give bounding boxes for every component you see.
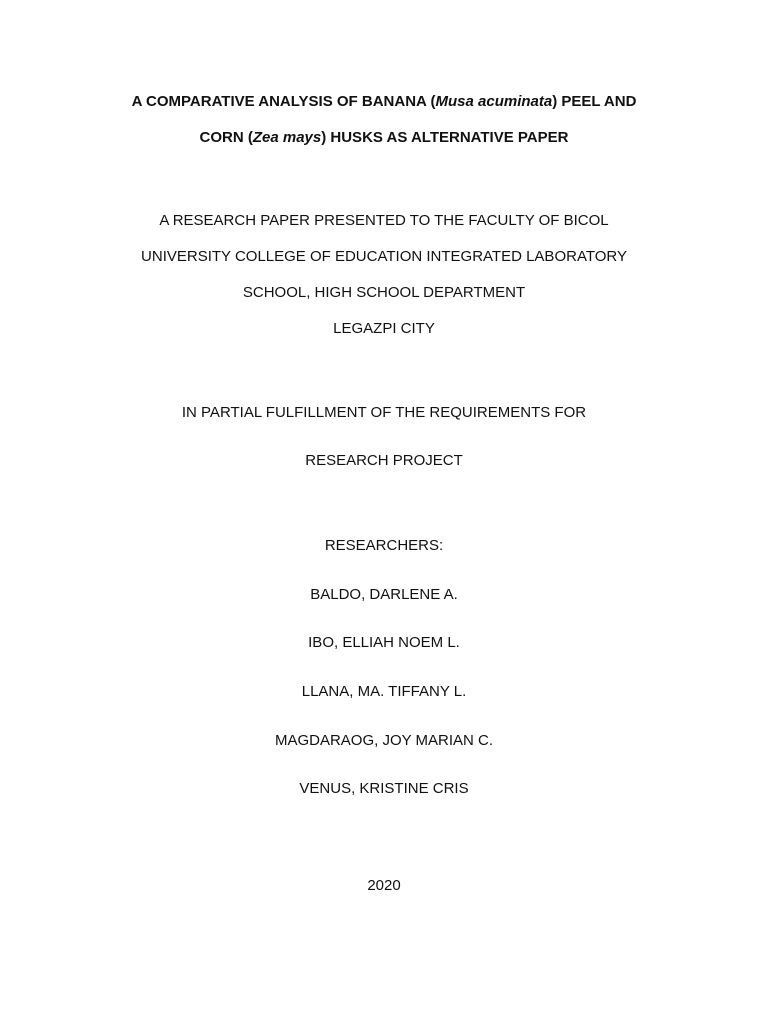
- fulfillment-line-1: IN PARTIAL FULFILLMENT OF THE REQUIREMENTS FOR: [181, 404, 587, 421]
- fulfillment-line-2: RESEARCH PROJECT: [305, 452, 463, 469]
- presentation-line-3: SCHOOL, HIGH SCHOOL DEPARTMENT: [242, 284, 526, 301]
- title-line-1-part-2: ) PEEL AND: [552, 93, 637, 110]
- title-scientific-name-banana: Musa acuminata: [435, 93, 553, 110]
- researcher-name: BALDO, DARLENE A.: [310, 586, 458, 603]
- researchers-heading: RESEARCHERS:: [324, 537, 444, 554]
- title-line-2: [0, 128, 768, 148]
- presentation-line-1: A RESEARCH PAPER PRESENTED TO THE FACULTY OF BICOL: [159, 212, 609, 229]
- year: 2020: [367, 877, 401, 894]
- title-line-2-part-1: CORN (: [199, 129, 253, 146]
- researcher-name: MAGDARAOG, JOY MARIAN C.: [274, 732, 494, 749]
- presentation-line-4: LEGAZPI CITY: [333, 320, 435, 337]
- presentation-line-2: UNIVERSITY COLLEGE OF EDUCATION INTEGRATED LABORATORY: [141, 248, 627, 265]
- title-line-2-part-2: ) HUSKS AS ALTERNATIVE PAPER: [321, 129, 569, 146]
- title-line-1: [0, 92, 768, 112]
- title-scientific-name-corn: Zea mays: [252, 129, 322, 146]
- researcher-name: VENUS, KRISTINE CRIS: [299, 780, 469, 797]
- title-line-1-part-1: A COMPARATIVE ANALYSIS OF BANANA (: [131, 93, 436, 110]
- researcher-name: LLANA, MA. TIFFANY L.: [301, 683, 467, 700]
- researcher-name: IBO, ELLIAH NOEM L.: [308, 634, 460, 651]
